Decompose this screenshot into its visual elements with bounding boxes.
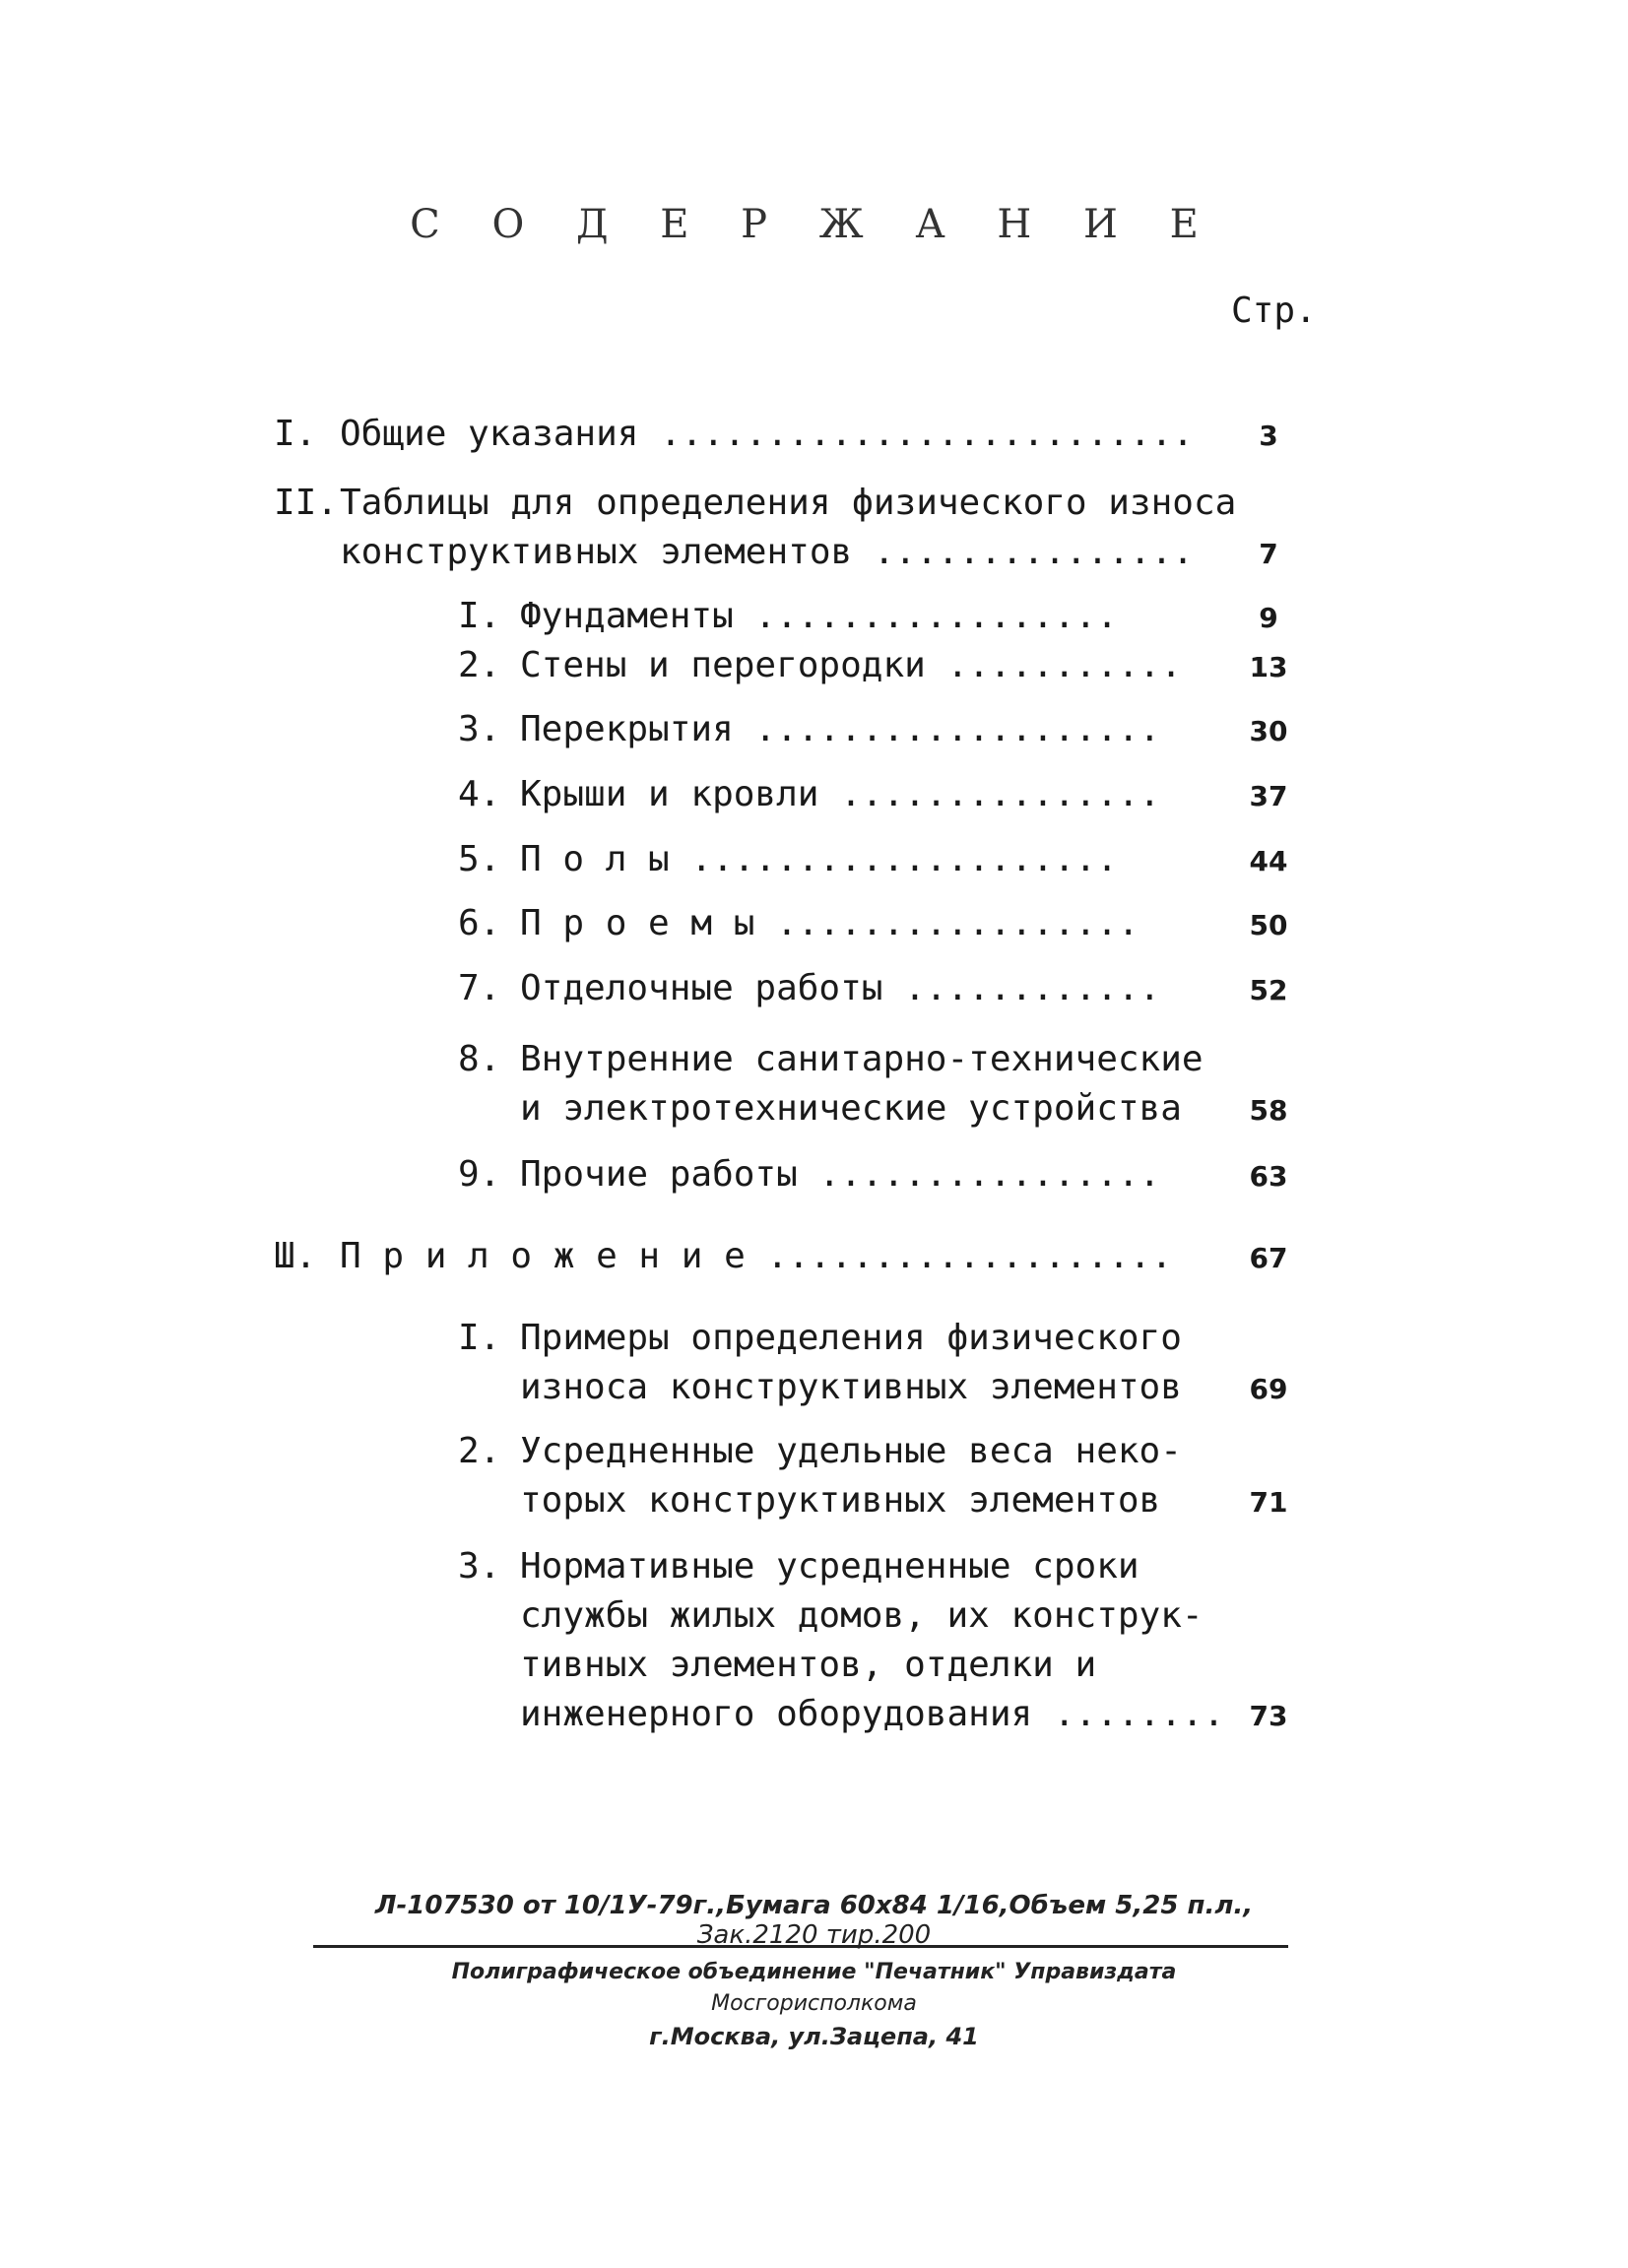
toc-entry[interactable] [0,774,1628,818]
toc-entry-number: 6. [458,903,501,943]
toc-entry-title-line: тивных элементов, отделки и [520,1645,1097,1685]
toc-entry-title: Стены и перегородки ........... [520,645,1182,685]
toc-entry-page: 71 [1249,1486,1288,1519]
imprint-line-4: Мосгорисполкома [711,1991,917,2016]
toc-entry-page: 30 [1249,715,1288,747]
toc-entry-page: 67 [1249,1242,1288,1274]
toc-entry-title: Общие указания ......................... [340,414,1194,454]
toc-entry-number: 4. [458,774,501,814]
toc-entry-page: 37 [1249,780,1288,812]
toc-entry-title-line: конструктивных элементов ............... [340,532,1194,572]
toc-entry-page: 73 [1249,1700,1288,1732]
toc-entry-page: 9 [1259,602,1278,634]
toc-entry[interactable] [0,483,1628,581]
toc-entry[interactable] [0,839,1628,883]
toc-entry-title-line: торых конструктивных элементов [520,1480,1161,1521]
toc-entry-number: I. [274,414,317,454]
toc-entry[interactable] [0,968,1628,1012]
toc-entry[interactable] [0,1154,1628,1199]
toc-entry-title-line: инженерного оборудования ........ [520,1694,1225,1734]
toc-entry-page: 7 [1259,538,1278,570]
toc-entry-title: Крыши и кровли ............... [520,774,1161,814]
toc-entry[interactable] [0,596,1628,640]
toc-entry-title: Перекрытия ................... [520,709,1161,749]
toc-entry-page: 69 [1249,1373,1288,1405]
toc-entry-page: 52 [1249,974,1288,1006]
toc-entry-number: I. [458,596,501,636]
toc-entry-page: 44 [1249,845,1288,877]
imprint-line-5: г.Москва, ул.Зацепа, 41 [649,2023,979,2050]
toc-entry-title: П о л ы .................... [520,839,1118,879]
toc-entry-title-line: Примеры определения физического [520,1318,1182,1358]
toc-entry[interactable] [0,1431,1628,1529]
toc-entry[interactable] [0,903,1628,947]
toc-entry-title-line: Нормативные усредненные сроки [520,1546,1140,1587]
imprint-line-1: Л-107530 от 10/1У-79г.,Бумага 60х84 1/16,Объем 5,25 п.л., [374,1891,1254,1920]
toc-entry-page: 58 [1249,1094,1288,1127]
toc-entry-title-line: и электротехнические устройства [520,1088,1182,1129]
toc-entry-number: 5. [458,839,501,879]
toc-entry-number: II. [274,483,339,523]
toc-entry-title: Отделочные работы ............ [520,968,1161,1008]
toc-entry-number: 3. [458,709,501,749]
toc-entry-number: 9. [458,1154,501,1195]
toc-entry[interactable] [0,414,1628,463]
toc-entry[interactable] [0,645,1628,689]
toc-entry-title-line: износа конструктивных элементов [520,1367,1182,1407]
toc-entry-page: 50 [1249,909,1288,941]
toc-entry-title-line: Внутренние санитарно-технические [520,1039,1204,1079]
toc-entry-title-line: службы жилых домов, их конструк- [520,1595,1204,1636]
toc-entry-page: 13 [1249,651,1288,683]
toc-entry[interactable] [0,1546,1628,1743]
contents-heading: С О Д Е Р Ж А Н И Е [410,202,1218,247]
page-column-label: Стр. [1231,291,1317,331]
toc-entry-title-line: Таблицы для определения физического износа [340,483,1237,523]
toc-entry[interactable] [0,709,1628,753]
toc-entry-title: Фундаменты ................. [520,596,1118,636]
toc-entry[interactable] [0,1236,1628,1280]
toc-entry-number: 2. [458,1431,501,1471]
toc-entry-title: П р о е м ы ................. [520,903,1140,943]
toc-entry[interactable] [0,1318,1628,1416]
toc-entry-number: I. [458,1318,501,1358]
imprint-line-3: Полиграфическое объединение "Печатник" Управиздата [451,1960,1177,1984]
toc-entry-number: 7. [458,968,501,1008]
toc-entry-number: Ш. [274,1236,317,1276]
toc-entry[interactable] [0,1039,1628,1137]
toc-entry-title-line: Усредненные удельные веса неко- [520,1431,1182,1471]
toc-entry-page: 63 [1249,1160,1288,1193]
toc-entry-number: 2. [458,645,501,685]
toc-entry-number: 3. [458,1546,501,1587]
toc-entry-page: 3 [1259,420,1278,452]
toc-entry-title: Прочие работы ................ [520,1154,1161,1195]
toc-entry-title: П р и л о ж е н и е ................... [340,1236,1173,1276]
imprint-divider [313,1945,1288,1948]
toc-entry-number: 8. [458,1039,501,1079]
imprint-line-2: Зак.2120 тир.200 [696,1920,932,1950]
